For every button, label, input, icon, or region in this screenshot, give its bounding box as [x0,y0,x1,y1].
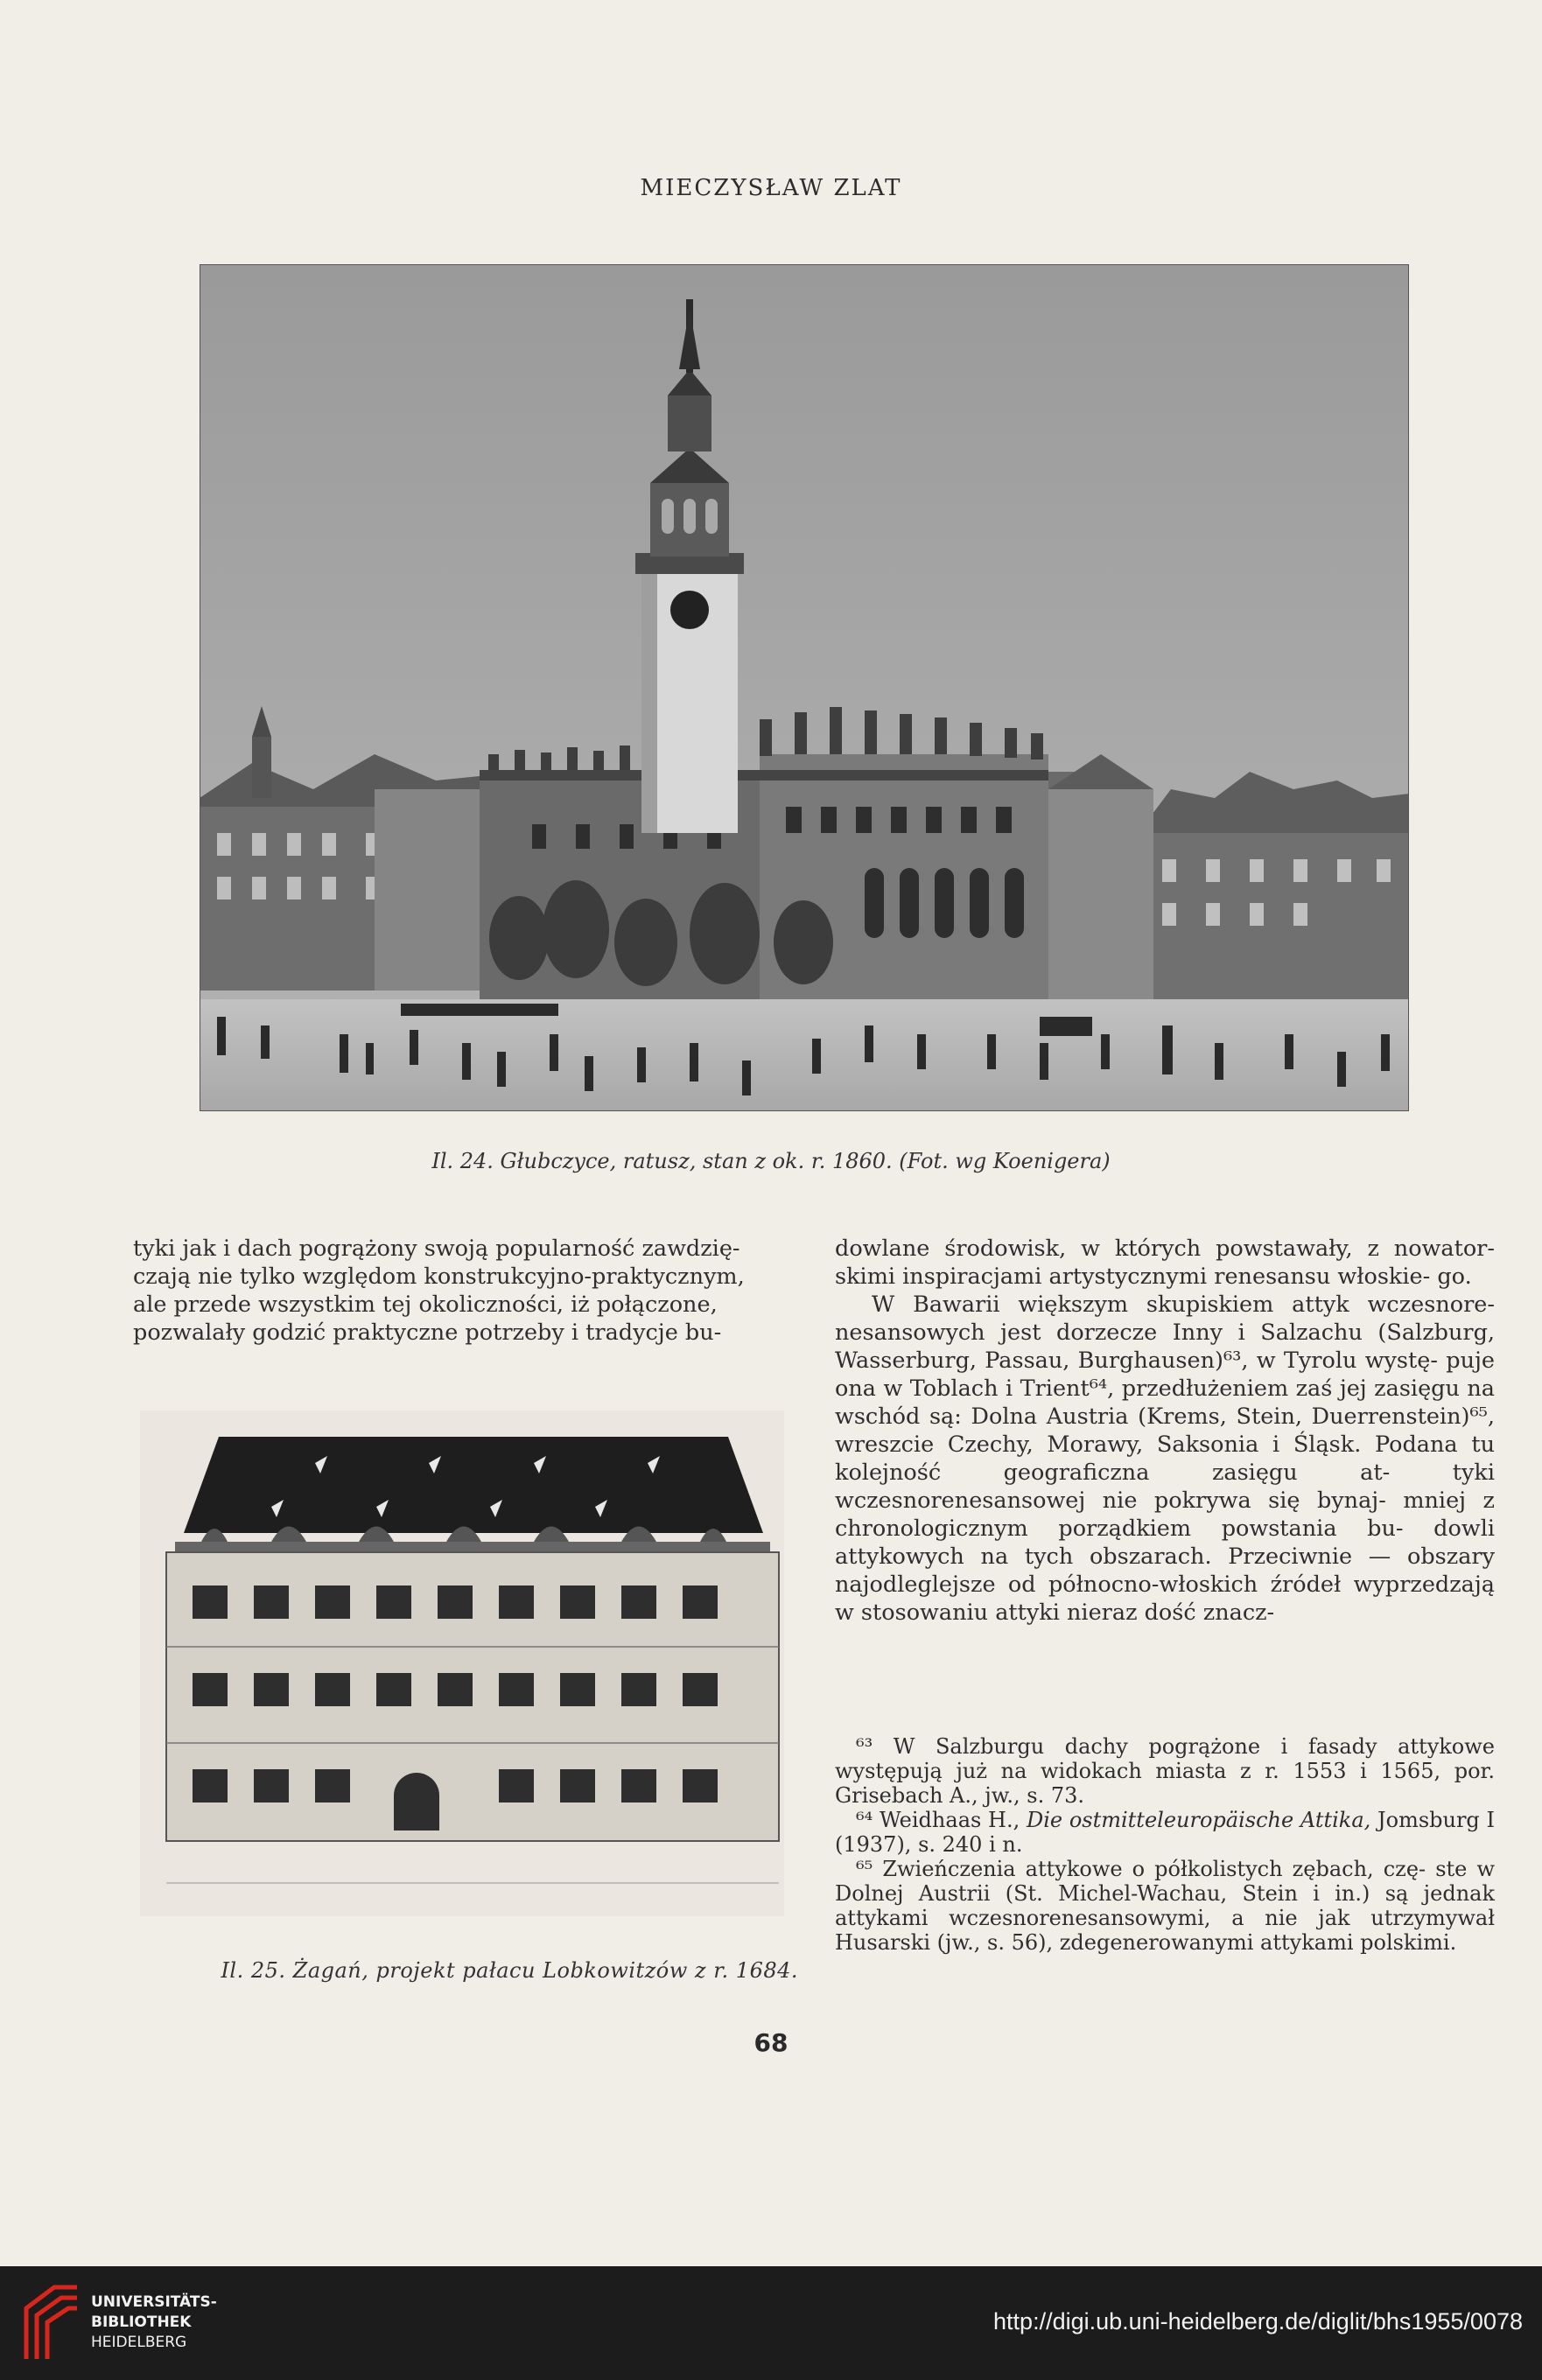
page-number: 68 [753,2028,789,2057]
figure-25-caption: Il. 25. Żagań, projekt pałacu Lobkowitzów z r. 1684. [221,1958,798,1983]
running-header: MIECZYSŁAW ZLAT [640,175,902,201]
footnote-63: ⁶³ W Salzburgu dachy pogrążone i fasady attykowe występują już na widokach miasta z r. 1553 i 1565, por. Grisebach A., jw., s. 73. [835,1734,1495,1808]
footnotes [835,1734,1495,1955]
footnote-64-author: ⁶⁴ Weidhaas H., [856,1808,1027,1832]
footnote-65: ⁶⁵ Zwieńczenia attykowe o półkolistych zębach, czę- ste w Dolnej Austrii (St. Michel-Wachau, Stein i in.) są jednak attykami wczesnorenesansowymi, a nie jak utrzymywał Husarski (jw., s. 56), zdegenerowanymi attykami polskimi. [835,1857,1495,1955]
town-hall-photograph [200,264,1409,1111]
left-column-text [133,1235,798,1347]
text-line: pozwalały godzić praktyczne potrzeby i tradycje bu- [133,1320,722,1346]
paragraph: dowlane środowisk, w których powstawały, z nowator- skimi inspiracjami artystycznymi renesansu włoskie- go. [835,1236,1495,1290]
text-line: tyki jak i dach pogrążony swoją popularność zawdzię- [133,1236,740,1262]
footnote-64-title: Die ostmitteleuropäische Attika, [1026,1808,1371,1832]
ub-heidelberg-logo-icon [19,2282,82,2362]
palace-facade-drawing [140,1410,784,1916]
figure-24-caption: Il. 24. Głubczyce, ratusz, stan z ok. r. 1860. (Fot. wg Koenigera) [431,1149,1111,1173]
logo-line: BIBLIOTHEK [91,2314,192,2331]
text-line: czają nie tylko względom konstrukcyjno-praktycznym, [133,1264,745,1290]
text-line: ale przede wszystkim tej okoliczności, iż połączone, [133,1292,718,1318]
palace-illustration [140,1410,784,1916]
footnote-64-source: Jomsburg I (1937), s. 240 i n. [835,1808,1496,1857]
logo-line: HEIDELBERG [91,2334,187,2351]
library-logo-text [91,2292,217,2353]
paragraph: W Bawarii większym skupiskiem attyk wczesnore- nesansowych jest dorzecze Inny i Salzachu (Salzburg, Wasserburg, Passau, Burghausen)⁶³, w Tyrolu wystę- puje ona w Toblach i Trient⁶⁴, przedłużeniem zaś jej zasięgu na wschód są: Dolna Austria (Krems, Stein, Duerrenstein)⁶⁵, wreszcie Czechy, Morawy, Saksonia i Śląsk. Podana tu kolejność geograficzna zasięgu at- tyki wczesnorenesansowej nie pokrywa się bynaj- mniej z chronologicznym porządkiem powstania bu- dowli attykowych na tych obszarach. Przeciwnie — obszary najodleglejsze od północno-włoskich źródeł wyprzedzają w stosowaniu attyki nieraz dość znacz- [835,1292,1495,1626]
logo-line: UNIVERSITÄTS- [91,2293,217,2311]
town-hall-illustration [200,264,1409,1111]
right-column-text [835,1235,1495,1627]
footer-bar [0,2266,1542,2380]
footnote-64 [835,1808,1495,1857]
source-url-link[interactable]: http://digi.ub.uni-heidelberg.de/diglit/bhs1955/0078 [993,2308,1523,2334]
